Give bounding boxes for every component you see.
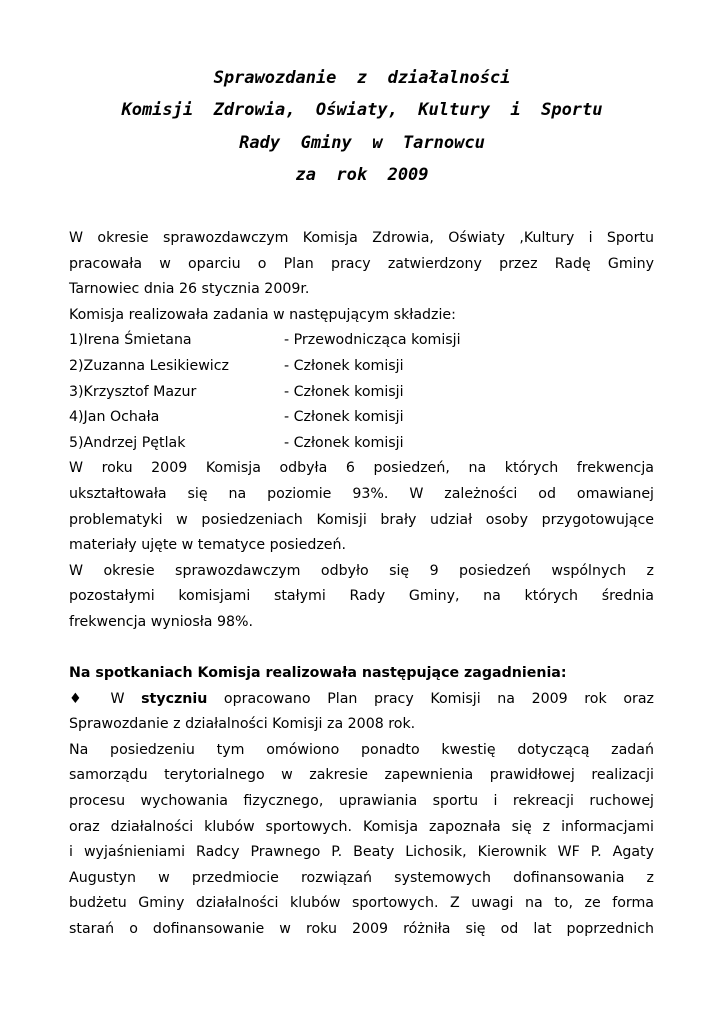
- para4-line: i wyjaśnieniami Radcy Prawnego P. Beaty Lichosik, Kierownik WF P. Agaty: [69, 844, 654, 861]
- member-row: [69, 431, 654, 457]
- para2-line: materiały ujęte w tematyce posiedzeń.: [69, 537, 347, 554]
- para4-line: budżetu Gminy działalności klubów sportowych. Z uwagi na to, ze forma: [69, 895, 654, 912]
- intro-line: Tarnowiec dnia 26 stycznia 2009r.: [69, 281, 310, 298]
- bullet-line-2: Sprawozdanie z działalności Komisji za 2008 rok.: [69, 716, 416, 733]
- member-role: - Członek komisji: [284, 409, 404, 426]
- member-role: - Członek komisji: [284, 434, 404, 451]
- para3-line: W okresie sprawozdawczym odbyło się 9 posiedzeń wspólnych z: [69, 562, 654, 579]
- intro-line: pracowała w oparciu o Plan pracy zatwierdzony przez Radę Gminy: [69, 255, 654, 272]
- member-row: [69, 380, 654, 406]
- para2-line: problematyki w posiedzeniach Komisji brały udział osoby przygotowujące: [69, 511, 654, 528]
- member-name: 2)Zuzanna Lesikiewicz: [69, 357, 229, 374]
- bullet-post: opracowano Plan pracy Komisji na 2009 rok oraz: [207, 690, 654, 707]
- member-role: - Członek komisji: [284, 383, 404, 400]
- member-row: [69, 405, 654, 431]
- document-body: [69, 226, 654, 943]
- bullet-month: styczniu: [141, 690, 208, 707]
- member-role: - Przewodnicząca komisji: [284, 332, 461, 349]
- member-name: 1)Irena Śmietana: [69, 332, 192, 349]
- title-line-3: Rady Gminy w Tarnowcu: [239, 133, 485, 153]
- title-line-1: Sprawozdanie z działalności: [213, 68, 511, 88]
- diamond-bullet-icon: ♦: [69, 690, 94, 707]
- para2-line: W roku 2009 Komisja odbyła 6 posiedzeń, na których frekwencja: [69, 460, 654, 477]
- member-row: [69, 328, 654, 354]
- member-row: [69, 354, 654, 380]
- bullet-line: [69, 687, 654, 713]
- intro-line: W okresie sprawozdawczym Komisja Zdrowia, Oświaty ,Kultury i Sportu: [69, 230, 654, 246]
- paragraph-gap: [69, 636, 654, 662]
- para3-line: pozostałymi komisjami stałymi Rady Gminy, na których średnia: [69, 588, 654, 605]
- para4-line: samorządu terytorialnego w zakresie zapewnienia prawidłowej realizacji: [69, 767, 654, 784]
- title-line-2: Komisji Zdrowia, Oświaty, Kultury i Sportu: [121, 100, 603, 120]
- para4-line: Na posiedzeniu tym omówiono ponadto kwestię dotyczącą zadań: [69, 741, 654, 758]
- para4-line: Augustyn w przedmiocie rozwiązań systemowych dofinansowania z: [69, 869, 654, 886]
- member-role: - Członek komisji: [284, 357, 404, 374]
- title-line-4: za rok 2009: [295, 165, 429, 185]
- member-name: 3)Krzysztof Mazur: [69, 383, 197, 400]
- member-name: 5)Andrzej Pętlak: [69, 434, 186, 451]
- intro-line: Komisja realizowała zadania w następującym składzie:: [69, 306, 456, 323]
- para4-line: oraz działalności klubów sportowych. Komisja zapoznała się z informacjami: [69, 818, 654, 835]
- para3-line: frekwencja wyniosła 98%.: [69, 613, 254, 630]
- member-name: 4)Jan Ochała: [69, 409, 160, 426]
- para4-line: procesu wychowania fizycznego, uprawiania sportu i rekreacji ruchowej: [69, 793, 654, 810]
- bullet-pre: W: [93, 690, 142, 707]
- para4-line: starań o dofinansowanie w roku 2009 różniła się od lat poprzednich: [69, 921, 654, 938]
- section-heading: Na spotkaniach Komisja realizowała następujące zagadnienia:: [69, 665, 567, 682]
- para2-line: ukształtowała się na poziomie 93%. W zależności od omawianej: [69, 485, 654, 502]
